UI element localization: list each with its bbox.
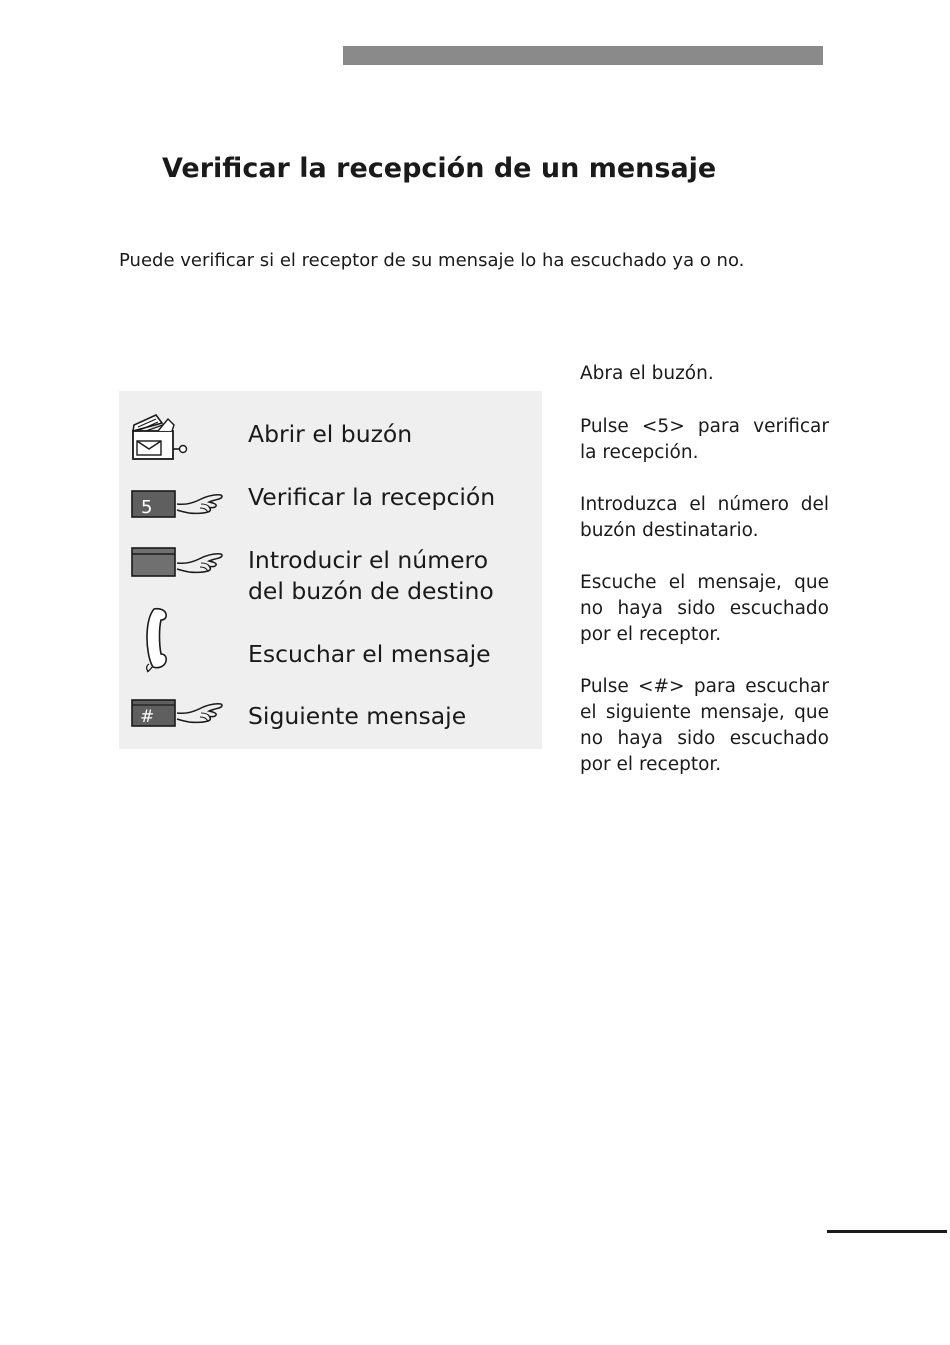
page-title: Verificar la recepción de un mensaje	[162, 153, 717, 184]
header-bar	[343, 46, 823, 65]
note-next-message: Pulse <#> para escuchar el siguiente mensaje, que no haya sido escuchado por el receptor.	[580, 676, 829, 775]
step-enter-mailbox-number	[248, 545, 494, 607]
intro-text: Puede verificar si el receptor de su mensaje lo ha escuchado ya o no.	[119, 250, 745, 271]
mailbox-icon	[128, 413, 190, 463]
note-listen-message: Escuche el mensaje, que no haya sido escuchado por el receptor.	[580, 572, 829, 645]
pointing-hand-icon	[175, 700, 225, 726]
note-verify-reception: Pulse <5> para verificar la recepción.	[580, 416, 829, 463]
step-listen-message: Escuchar el mensaje	[248, 640, 491, 668]
pointing-hand-icon	[175, 550, 225, 576]
step-enter-mailbox-number-line2: del buzón de destino	[248, 577, 494, 605]
note-open-mailbox: Abra el buzón.	[580, 363, 714, 384]
step-open-mailbox: Abrir el buzón	[248, 420, 413, 448]
key-hash-label: #	[140, 707, 155, 727]
footer-rule	[827, 1230, 947, 1233]
note-enter-number: Introduzca el número del buzón destinatario.	[580, 494, 829, 541]
key-5-icon	[131, 489, 177, 519]
key-5-label: 5	[141, 497, 153, 518]
key-hash-icon	[131, 698, 177, 728]
instructions-column	[580, 361, 829, 778]
step-enter-mailbox-number-line1: Introducir el número	[248, 546, 489, 574]
step-verify-reception: Verificar la recepción	[248, 483, 496, 511]
step-next-message: Siguiente mensaje	[248, 702, 467, 730]
pointing-hand-icon	[175, 491, 225, 517]
handset-icon	[140, 606, 172, 674]
keypad-key-icon	[131, 546, 177, 578]
